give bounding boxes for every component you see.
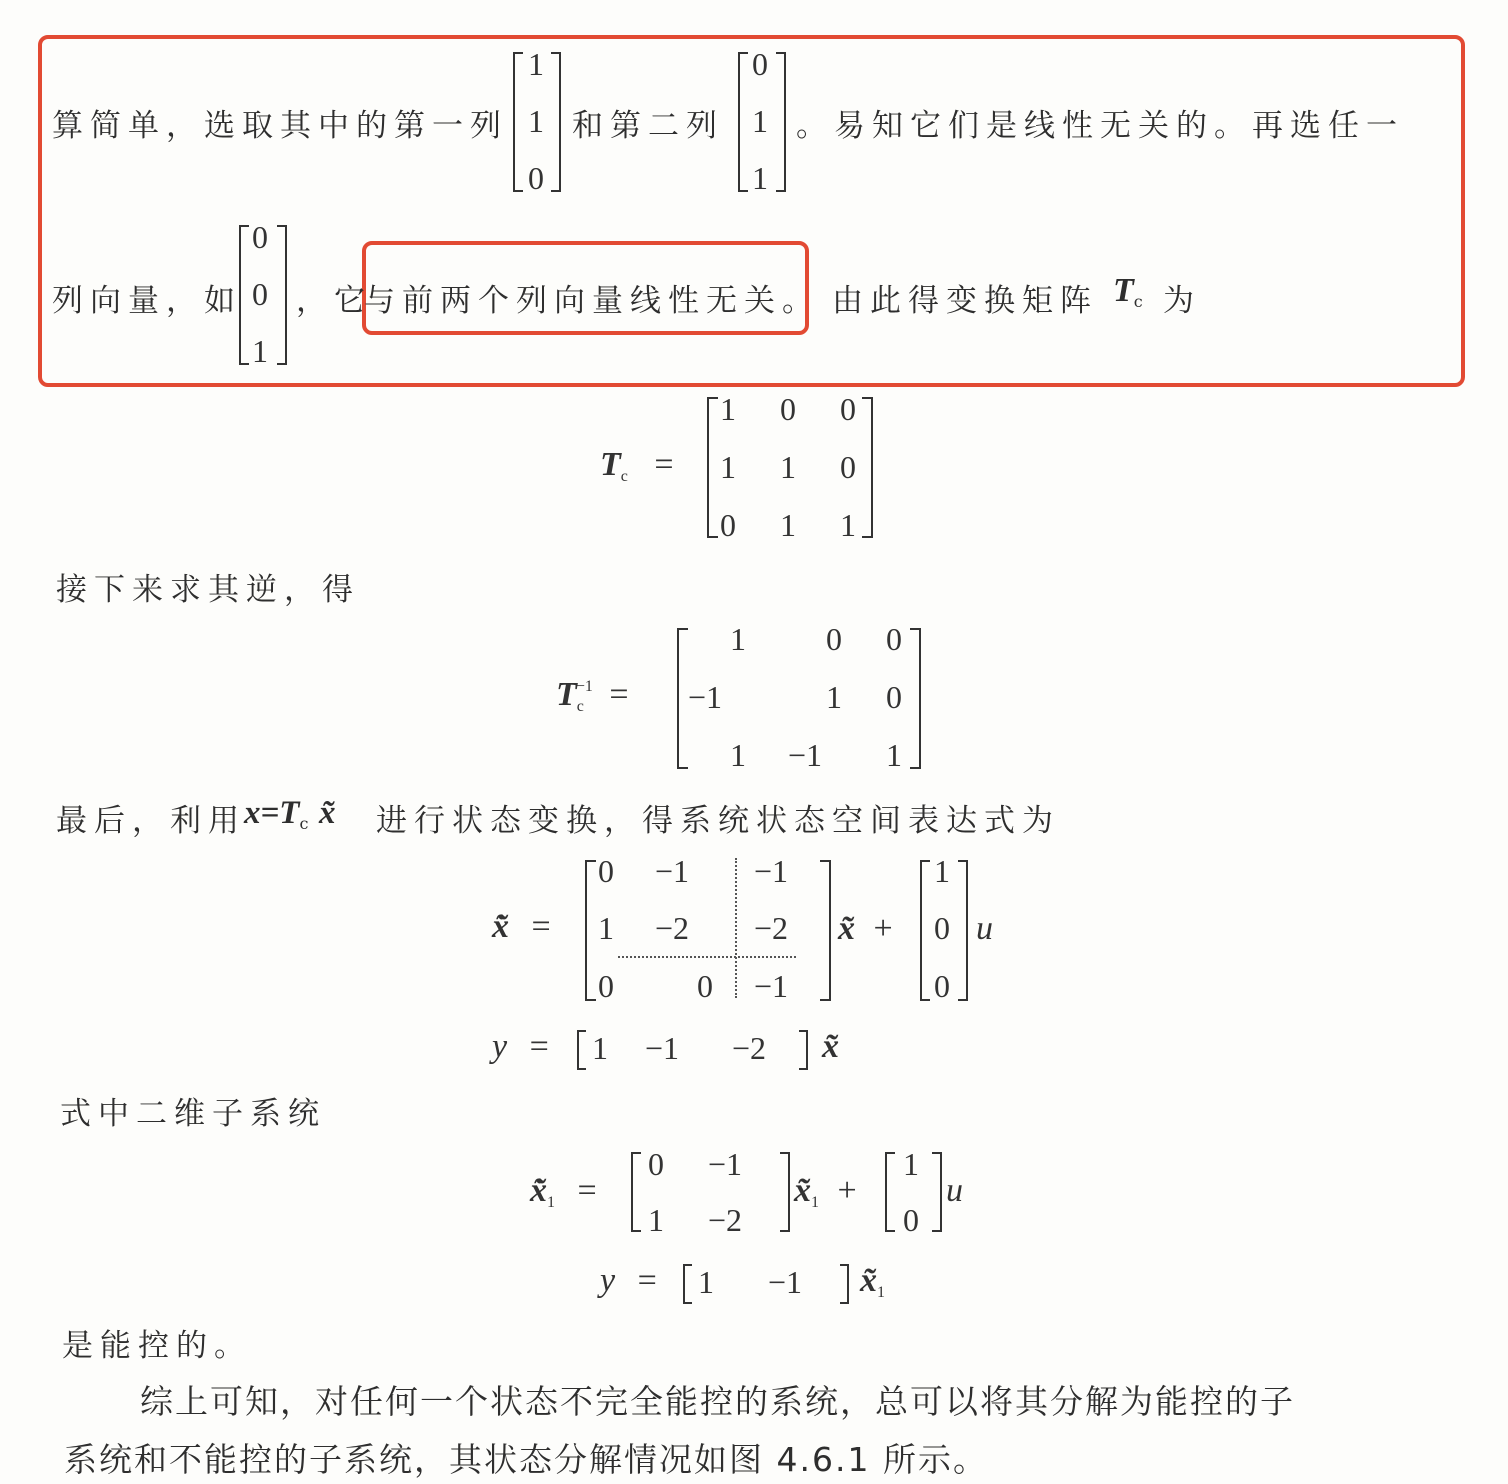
A-sub-cell-1-1: −2 [708, 1202, 743, 1238]
output-full-y: y [492, 1028, 508, 1065]
A-sub-cell-1-0: 1 [648, 1202, 664, 1238]
output-full-equals: = [529, 1028, 549, 1065]
Tcinv-sub: c [576, 698, 584, 715]
Tcinv-cell-2-2: 1 [886, 737, 902, 773]
Tc-cell-2-0: 0 [720, 507, 736, 543]
A-sub-cell-0-1: −1 [708, 1146, 743, 1182]
Tc-cell-2-1: 1 [780, 507, 796, 543]
sub-xt: x̃ [794, 1172, 811, 1209]
state-eq-mid [838, 910, 893, 948]
Tc-cell-1-1: 1 [780, 449, 796, 485]
Tc-sub: c [620, 468, 628, 485]
vector-col1-r3: 0 [528, 160, 544, 196]
sub-plus: + [837, 1172, 857, 1209]
line1-text-b: 和第二列 [572, 108, 724, 144]
C-full-brackets [577, 1030, 809, 1070]
C-full-cell-1: −1 [645, 1030, 680, 1066]
state-equals: = [531, 908, 551, 945]
line4-formula [244, 792, 335, 833]
B-full-cell-0: 1 [934, 853, 950, 889]
A-full-cell-1-1: −2 [655, 910, 690, 946]
C-full-cell-0: 1 [592, 1030, 608, 1066]
A-full-horizontal-partition [618, 956, 796, 958]
Tc-cell-0-2: 0 [840, 391, 856, 427]
A-full-cell-2-1: 0 [697, 968, 713, 1004]
sub-xdot: x̃̇ [530, 1172, 547, 1209]
line2-text-d: 由此得变换矩阵 [832, 283, 1098, 319]
Tcinv-equals: = [609, 676, 629, 713]
B-full-cell-2: 0 [934, 968, 950, 1004]
output-full-xt: x̃ [822, 1028, 839, 1065]
line2-Tc-symbol [1113, 270, 1143, 311]
para-line1: 综上可知，对任何一个状态不完全能控的系统，总可以将其分解为能控的子 [140, 1382, 1295, 1421]
line4-text-a: 最后，利用 [56, 803, 246, 839]
A-full-cell-2-0: 0 [598, 968, 614, 1004]
sub-u: u [946, 1172, 963, 1209]
Tc-cell-0-1: 0 [780, 391, 796, 427]
C-full-cell-2: −2 [732, 1030, 767, 1066]
sub-xt-sub: 1 [811, 1194, 819, 1211]
sub-output-xt-sub: 1 [877, 1284, 885, 1301]
vector-col1-r2: 1 [528, 103, 544, 139]
Tc-cell-1-2: 0 [840, 449, 856, 485]
Tcinv-cell-1-1: 1 [826, 679, 842, 715]
line6-text: 是能控的。 [62, 1328, 252, 1364]
line2-text-e: 为 [1163, 283, 1201, 319]
Tcinv-sup: −1 [575, 678, 593, 695]
Tcinv-cell-2-0: 1 [730, 737, 746, 773]
vector-col2-r2: 1 [752, 103, 768, 139]
A-sub-cell-0-0: 0 [648, 1146, 664, 1182]
sub-output-xt [860, 1262, 885, 1302]
sub-eq-lhs [530, 1172, 597, 1212]
vector-col2-r3: 1 [752, 160, 768, 196]
line2-T-sub: c [1133, 292, 1143, 311]
Tc-cell-2-2: 1 [840, 507, 856, 543]
line2-T: T [1113, 272, 1134, 309]
Tc-T: T [600, 446, 621, 483]
line5-text: 式中二维子系统 [60, 1096, 326, 1132]
Tcinv-cell-1-0: −1 [688, 679, 723, 715]
vector-col3-r2: 0 [252, 276, 268, 312]
line2-text-a: 列向量，如 [52, 283, 242, 319]
sub-output-equals: = [637, 1262, 657, 1299]
sub-output-xt-sym: x̃ [860, 1262, 877, 1299]
line3-text: 接下来求其逆，得 [56, 572, 360, 608]
sub-output-y: y [600, 1262, 616, 1299]
vector-col2-r1: 0 [752, 46, 768, 82]
A-full-cell-0-1: −1 [655, 853, 690, 889]
line2-text-b: ，它 [296, 283, 372, 319]
para-line2: 系统和不能控的子系统，其状态分解情况如图 4.6.1 所示。 [64, 1440, 988, 1479]
sub-eq-mid [794, 1172, 857, 1212]
vector-col3-r1: 0 [252, 219, 268, 255]
vector-col1-r1: 1 [528, 46, 544, 82]
output-full-eq [492, 1028, 549, 1066]
Tc-cell-1-0: 1 [720, 449, 736, 485]
Tcinv-T: T [556, 676, 577, 713]
C-sub-cell-0: 1 [698, 1264, 714, 1300]
Tcinv-cell-2-1: −1 [788, 737, 823, 773]
A-full-cell-2-2: −1 [754, 968, 789, 1004]
Tc-lhs [600, 446, 674, 486]
Tc-equals: = [654, 446, 674, 483]
sub-xdot-sub: 1 [547, 1194, 555, 1211]
state-xdot: x̃̇ [492, 908, 509, 945]
A-full-cell-0-0: 0 [598, 853, 614, 889]
Tcinv-lhs [556, 676, 629, 716]
A-full-cell-0-2: −1 [754, 853, 789, 889]
state-u: u [976, 910, 993, 947]
Tc-cell-0-0: 1 [720, 391, 736, 427]
Tcinv-cell-1-2: 0 [886, 679, 902, 715]
B-sub-cell-0: 1 [903, 1146, 919, 1182]
line4-x-eq-T: x=T [244, 795, 300, 831]
A-full-cell-1-0: 1 [598, 910, 614, 946]
A-full-cell-1-2: −2 [754, 910, 789, 946]
B-sub-cell-1: 0 [903, 1202, 919, 1238]
sub-output-eq [600, 1262, 657, 1300]
line4-xt: x̃ [318, 795, 336, 831]
line1-text-c: 。易知它们是线性无关的。再选任一 [796, 108, 1404, 144]
Tcinv-cell-0-2: 0 [886, 621, 902, 657]
line1-text-a: 算简单，选取其中的第一列 [52, 108, 508, 144]
B-full-cell-1: 0 [934, 910, 950, 946]
sub-equals: = [577, 1172, 597, 1209]
Tcinv-cell-0-1: 0 [826, 621, 842, 657]
A-full-vertical-partition [735, 858, 737, 998]
line4-text-b: 进行状态变换，得系统状态空间表达式为 [376, 803, 1060, 839]
vector-col3-r3: 1 [252, 333, 268, 369]
state-eq-lhs [492, 908, 551, 946]
Tcinv-cell-0-0: 1 [730, 621, 746, 657]
C-sub-cell-1: −1 [768, 1264, 803, 1300]
state-plus: + [873, 910, 893, 947]
line2-text-c: 与前两个列向量线性无关。 [364, 283, 820, 319]
line4-sub: c [299, 814, 309, 833]
state-xt: x̃ [838, 910, 855, 947]
